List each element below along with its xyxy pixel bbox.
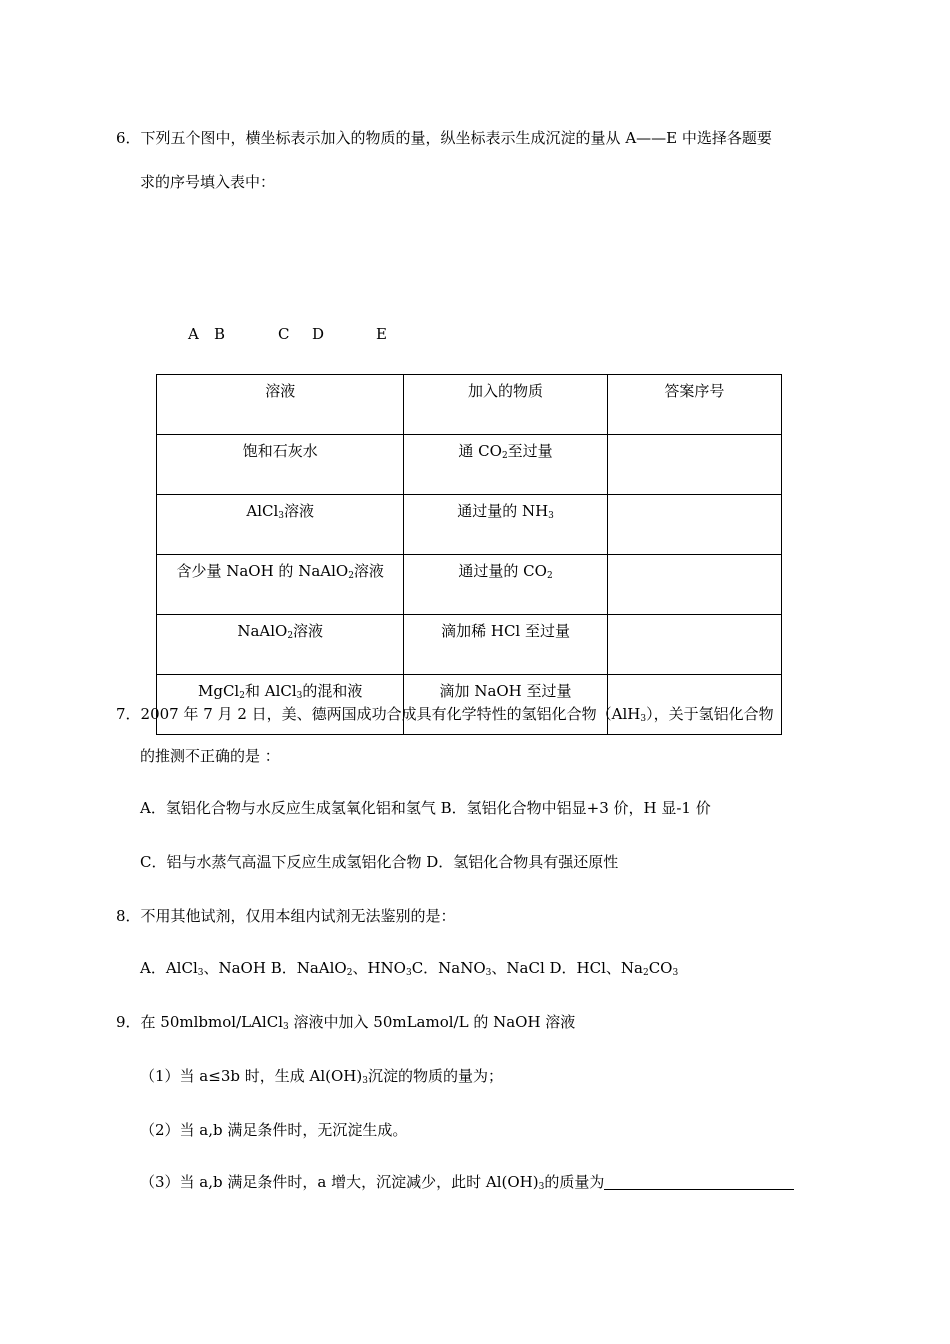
graph-labels [188,324,387,344]
header-answer: 答案序号 [607,375,781,435]
header-solution: 溶液 [157,375,404,435]
q7-line1: 7．2007 年 7 月 2 日，美、德两国成功合成具有化学特性的氢铝化合物（AlH$_3$），关于氢铝化合物 [116,705,774,724]
table-row [157,435,782,495]
q9-part1: （1）当 a≤3b 时，生成 $Al(OH)_3$沉淀的物质的量为； [140,1067,503,1086]
q9-part2: （2）当 a,b 满足条件时，无沉淀生成。 [140,1121,408,1139]
table-row [157,495,782,555]
answer-blank[interactable] [604,1174,794,1190]
cell-added: 滴加 NaOH 至过量 [404,675,607,735]
cell-answer[interactable] [607,615,781,675]
header-added: 加入的物质 [404,375,607,435]
q9-line1: 9．在 50mlbmol/LAlCl$_3$ 溶液中加入 50mLamol/L 的 NaOH 溶液 [116,1013,576,1032]
table-row [157,555,782,615]
q8-line1: 8．不用其他试剂，仅用本组内试剂无法鉴别的是： [116,907,456,925]
cell-answer[interactable] [607,555,781,615]
graph-label-b: B [214,325,226,343]
q8-options: A．AlCl$_3$、NaOH B．NaAlO$_2$、$HNO_3C$．NaNO$_3$、NaCl D．HCl、$Na_2CO_3$ [140,959,679,978]
answer-table [156,374,782,735]
q7-line2: 的推测不正确的是 ： [140,747,280,765]
cell-solution: 饱和石灰水 [157,435,404,495]
cell-answer[interactable] [607,435,781,495]
cell-answer[interactable] [607,495,781,555]
cell-added: 通 $CO_2$至过量 [404,435,607,495]
cell-solution: AlCl$_3$溶液 [157,495,404,555]
cell-added: 通过量的 $NH_3$ [404,495,607,555]
q6-line1: 6．下列五个图中，横坐标表示加入的物质的量，纵坐标表示生成沉淀的量从 A——E 中选择各题要 [116,129,772,147]
cell-solution: MgCl$_2$和 AlCl$_3$的混和液 [157,675,404,735]
q7-options-cd: C．铝与水蒸气高温下反应生成氢铝化合物 D．氢铝化合物具有强还原性 [140,853,619,871]
cell-added: 滴加稀 HCl 至过量 [404,615,607,675]
cell-added: 通过量的 $CO_2$ [404,555,607,615]
table-header-row [157,375,782,435]
cell-solution: 含少量 NaOH 的 NaAlO$_2$溶液 [157,555,404,615]
q9-part3: （3）当 a,b 满足条件时，a 增大，沉淀减少，此时 $Al(OH)_3$的质量为 [140,1172,794,1192]
table-row [157,615,782,675]
cell-solution: NaAlO$_2$溶液 [157,615,404,675]
graph-label-d: D [312,325,325,343]
q7-options-ab: A．氢铝化合物与水反应生成氢氧化铝和氢气 B．氢铝化合物中铝显+3 价，H 显-1 价 [140,799,711,817]
graph-label-e: E [376,325,387,343]
graph-label-c: C [278,325,290,343]
q6-line2: 求的序号填入表中： [140,173,276,191]
graph-label-a: A [188,325,199,343]
